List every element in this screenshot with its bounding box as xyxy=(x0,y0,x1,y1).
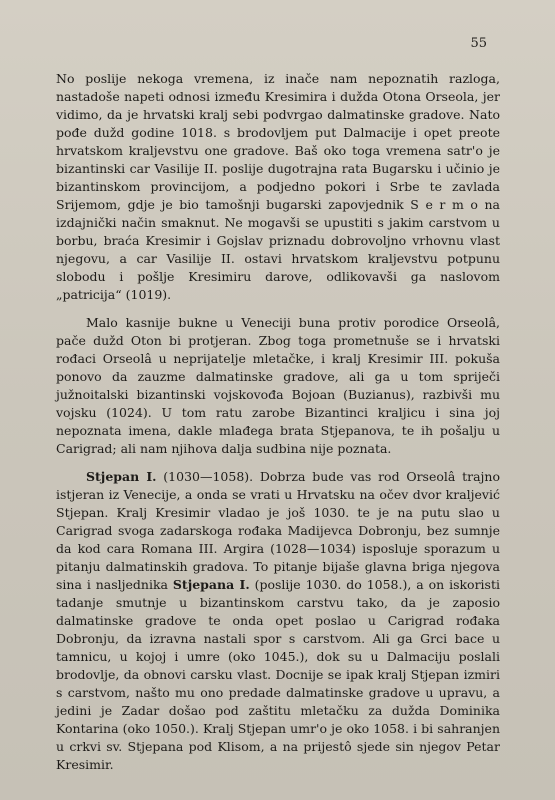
text-body xyxy=(56,70,500,774)
paragraph-3 xyxy=(56,468,500,774)
paragraph-1 xyxy=(56,70,500,304)
paragraph-text: (poslije 1030. do 1058.), a on iskoristi tadanje smutnje u bizantinskom carstvu tako, da je zaposio dalmatinske gradove te onda opet poslao u Carigrad rođaka Dobronju, da izravna nastali spor s carstvom. Ali ga Grci bace u tamnicu, u kojoj i umre (oko 1045.), dok su u Dalmaciju poslali brodovlje, da obnovi carsku vlast. Docnije se ipak kralj Stjepan izmiri s carstvom, našto mu ono predade dalmatinske gradove u upravu, a jedini je Zadar došao pod zaštitu mletačku za dužda Dominika Kontarina (oko 1050.). Kralj Stjepan umr'o je oko 1058. i bi sahranjen u crkvi sv. Stjepana pod Klisom, a na prijestô sjede sin njegov Petar Kresimir. xyxy=(56,577,500,772)
section-heading: Stjepan I. xyxy=(86,469,157,484)
paragraph-text: (1030—1058). Dobrza bude vas rod Orseolâ trajno istjeran iz Venecije, a onda se vrati u Hrvatsku na očev dvor kraljević Stjepan. Kralj Kresimir vladao je još 1030. te je na putu slao u Carigrad svoga zadarskoga rođaka Madijevca Dobronju, bez sumnje da kod cara Romana III. Argira (1028—1034) isposluje sporazum u pitanju dalmatinskih gradova. To pitanje bijaše glavna briga njegova sina i nasljednika xyxy=(56,469,500,592)
paragraph-text: No poslije nekoga vremena, iz inače nam nepoznatih razloga, nastadoše napeti odnosi između Kresimira i dužda Otona Orseola, jer vidimo, da je hrvatski kralj sebi podvrgao dalmatinske gradove. Nato pođe dužd godine 1018. s brodovljem put Dalmacije i opet preote hrvatskom kraljevstvu one gradove. Baš oko toga vremena satr'o je bizantinski car Vasilije II. poslije dugotrajna rata Bugarsku i učinio je bizantinskom provincijom, a podjedno pokori i Srbe te zavlada Srijemom, gdje je bio tamošnji bugarski zapovjednik S e r m o na izdajnički način smaknut. Ne mogavši se upustiti s jakim carstvom u borbu, braća Kresimir i Gojslav priznadu dobrovoljno vrhovnu vlast njegovu, a car Vasilije II. ostavi hrvatskom kraljevstvu potpunu slobodu i pošlje Kresimiru darove, odlikovavši ga naslovom „patricija“ (1019). xyxy=(56,71,500,302)
paragraph-2 xyxy=(56,314,500,458)
ruler-name-bold: Stjepana I. xyxy=(172,577,250,592)
page-number: 55 xyxy=(470,36,487,51)
paragraph-text: Malo kasnije bukne u Veneciji buna protiv porodice Orseolâ, pače dužd Oton bi protjeran. Zbog toga prometnuše se i hrvatski rođaci Orseolâ u neprijatelje mletačke, i kralj Kresimir III. pokuša ponovo da zauzme dalmatinske gradove, ali ga u tom spriječi južnoitalski bizantinski vojskovođa Bojoan (Buzianus), razbivši mu vojsku (1024). U tom ratu zarobe Bizantinci kraljicu i sina joj nepoznata imena, dakle mlađega brata Stjepanova, te ih pošalju u Carigrad; ali nam njihova dalja sudbina nije poznata. xyxy=(56,315,500,456)
